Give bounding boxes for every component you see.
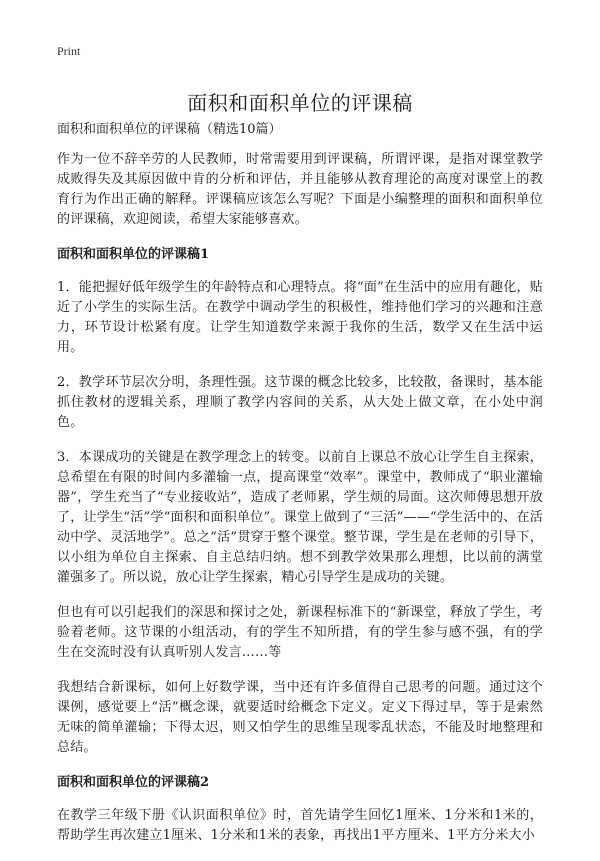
section-heading-2: 面积和面积单位的评课稿2 bbox=[57, 775, 210, 790]
section2-paragraph-1: 在教学三年级下册《认识面积单位》时，首先请学生回忆1厘米、1分米和1米的，帮助学生再次建立1厘米、1分米和1米的表象，再找出1平方厘米、1平方分米大小 bbox=[57, 808, 543, 843]
page-title: 面积和面积单位的评课稿 bbox=[187, 91, 413, 116]
section1-paragraph-5: 我想结合新课标，如何上好数学课，当中还有许多值得自己思考的问题。通过这个课例，感觉要上“活”概念课，就要适时给概念下定义。定义下得过早，等于是索然无味的简单灌输；下得太迟，则又怕学生的思维呈现零乱状态，不能及时地整理和总结。 bbox=[57, 680, 543, 755]
document-subtitle: 面积和面积单位的评课稿（精选10篇） bbox=[57, 122, 282, 137]
section1-paragraph-1: 1．能把握好低年级学生的年龄特点和心理特点。将“面”在生活中的应用有趣化，贴近了小学生的实际生活。在教学中调动学生的积极性，维持他们学习的兴趣和注意力，环节设计松紧有度。让学生知道数学来源于我你的生活，数学又在生活中运用。 bbox=[57, 280, 543, 355]
section-heading-1: 面积和面积单位的评课稿1 bbox=[57, 247, 210, 262]
intro-paragraph: 作为一位不辞辛劳的人民教师，时常需要用到评课稿，所谓评课，是指对课堂教学成败得失及其原因做中肯的分析和评估，并且能够从教育理论的高度对课堂上的教育行为作出正确的解释。评课稿应该怎么写呢？下面是小编整理的面积和面积单位的评课稿，欢迎阅读，希望大家能够喜欢。 bbox=[57, 152, 543, 227]
print-link[interactable]: Print bbox=[57, 44, 81, 58]
section1-paragraph-4: 但也有可以引起我们的深思和探讨之处，新课程标准下的“新课堂，释放了学生，考验着老师。这节课的小组活动，有的学生不知所措，有的学生参与感不强，有的学生在交流时没有认真听别人发言……等 bbox=[57, 605, 543, 660]
section1-paragraph-2: 2．教学环节层次分明，条理性强。这节课的概念比较多，比较散，备课时，基本能抓住教材的逻辑关系，理顺了教学内容间的关系，从大处上做文章，在小处中润色。 bbox=[57, 375, 543, 430]
section1-paragraph-3: 3．本课成功的关键是在教学理念上的转变。以前自上课总不放心让学生自主探索，总希望在有限的时间内多灌输一点，提高课堂“效率”。课堂中，教师成了“职业灌输器”，学生充当了“专业接收站”，造成了老师累，学生烦的局面。这次师傅思想开放了，让学生“活”学“面积和面积单位”。课堂上做到了“三活”——“学生活中的、在活动中学、灵活地学”。总之“活”贯穿于整个课堂。整节课，学生是在老师的引导下，以小组为单位自主探索、自主总结归纳。想不到教学效果那么理想，比以前的满堂灌强多了。所以说，放心让学生探索，精心引导学生是成功的关键。 bbox=[57, 450, 543, 585]
document-body bbox=[57, 120, 543, 861]
